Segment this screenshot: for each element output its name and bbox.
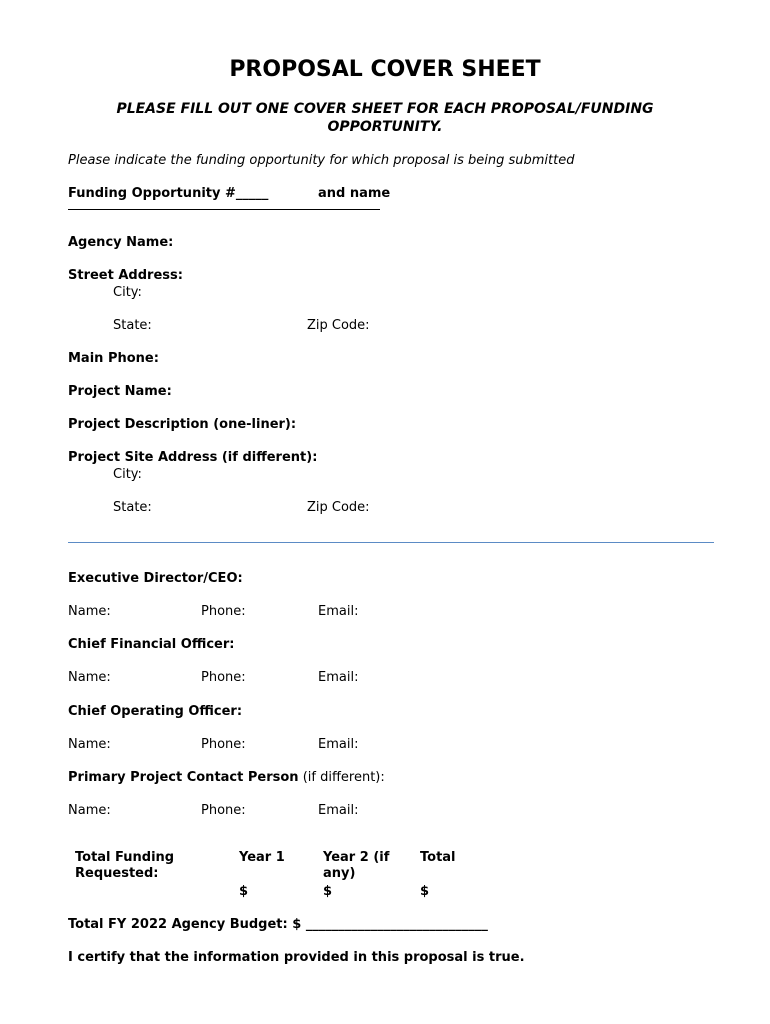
certification-statement: I certify that the information provided in this proposal is true. <box>68 950 525 965</box>
main-phone-label: Main Phone: <box>68 351 159 366</box>
year1-amount[interactable]: $ <box>239 884 249 899</box>
page-subtitle: PLEASE FILL OUT ONE COVER SHEET FOR EACH PROPOSAL/FUNDING OPPORTUNITY. <box>116 101 654 135</box>
pc-name-label: Name: <box>68 803 111 818</box>
coo-email-label: Email: <box>318 737 359 752</box>
agency-budget-line: Total FY 2022 Agency Budget: $ ____________________________ <box>68 917 488 932</box>
primary-contact-note: (if different): <box>302 770 385 785</box>
project-state-label: State: <box>113 500 152 515</box>
zip-label: Zip Code: <box>307 318 370 333</box>
total-amount[interactable]: $ <box>420 884 430 899</box>
city-label: City: <box>113 285 142 300</box>
executive-director-heading: Executive Director/CEO: <box>68 571 243 586</box>
year1-header: Year 1 <box>239 850 285 865</box>
project-name-label: Project Name: <box>68 384 172 399</box>
project-site-address-label: Project Site Address (if different): <box>68 450 318 465</box>
intro-text: Please indicate the funding opportunity for which proposal is being submitted <box>68 153 575 168</box>
ed-phone-label: Phone: <box>201 604 246 619</box>
project-description-label: Project Description (one-liner): <box>68 417 297 432</box>
total-header: Total <box>420 850 456 865</box>
cfo-email-label: Email: <box>318 670 359 685</box>
funding-opportunity-label: Funding Opportunity #_____ <box>68 186 269 201</box>
agency-name-label: Agency Name: <box>68 235 174 250</box>
project-zip-label: Zip Code: <box>307 500 370 515</box>
state-label: State: <box>113 318 152 333</box>
cfo-heading: Chief Financial Officer: <box>68 637 235 652</box>
ed-name-label: Name: <box>68 604 111 619</box>
street-address-label: Street Address: <box>68 268 183 283</box>
funding-name-blank-line[interactable] <box>68 209 380 210</box>
section-divider <box>68 542 714 543</box>
primary-contact-label: Primary Project Contact Person <box>68 770 299 785</box>
cfo-name-label: Name: <box>68 670 111 685</box>
ed-email-label: Email: <box>318 604 359 619</box>
coo-name-label: Name: <box>68 737 111 752</box>
coo-phone-label: Phone: <box>201 737 246 752</box>
pc-phone-label: Phone: <box>201 803 246 818</box>
primary-contact-heading <box>68 770 385 786</box>
pc-email-label: Email: <box>318 803 359 818</box>
page-title: PROPOSAL COVER SHEET <box>229 57 541 82</box>
coo-heading: Chief Operating Officer: <box>68 704 243 719</box>
cfo-phone-label: Phone: <box>201 670 246 685</box>
year2-amount[interactable]: $ <box>323 884 333 899</box>
total-funding-label: Total Funding Requested: <box>75 850 175 881</box>
year2-header: Year 2 (if any) <box>323 850 390 881</box>
project-city-label: City: <box>113 467 142 482</box>
funding-opportunity-name-label: and name <box>318 186 391 201</box>
